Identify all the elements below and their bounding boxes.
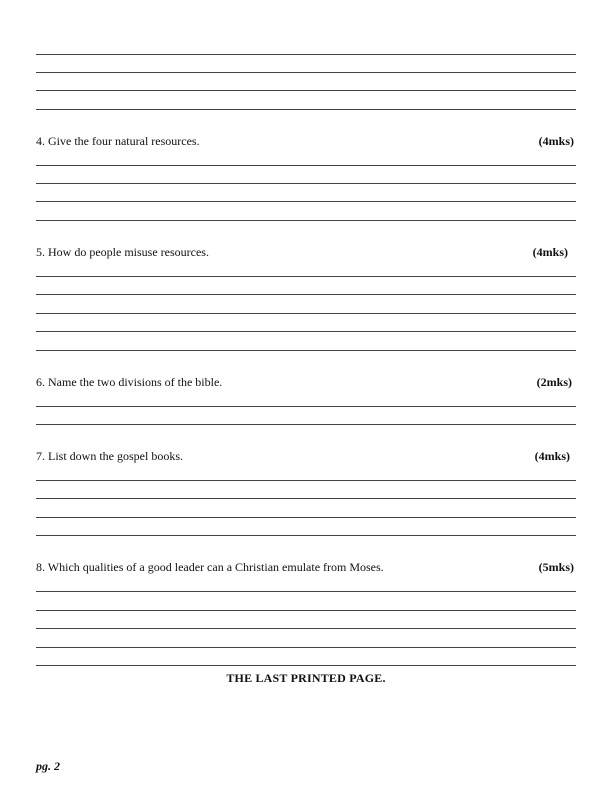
- answer-line: [36, 535, 576, 536]
- answer-line: [36, 350, 576, 351]
- answer-line: [36, 109, 576, 110]
- question-6-marks: (2mks): [536, 375, 572, 389]
- answer-line: [36, 165, 576, 166]
- question-4: [36, 134, 576, 150]
- answer-line: [36, 591, 576, 592]
- page-number: pg. 2: [36, 759, 60, 773]
- question-5-marks: (4mks): [532, 245, 568, 259]
- answer-line: [36, 201, 576, 202]
- answer-line: [36, 406, 576, 407]
- question-7-marks: (4mks): [534, 449, 570, 463]
- answer-line: [36, 480, 576, 481]
- question-7-text: 7. List down the gospel books.: [36, 449, 183, 463]
- answer-line: [36, 294, 576, 295]
- answer-line: [36, 331, 576, 332]
- question-8-text: 8. Which qualities of a good leader can a Christian emulate from Moses.: [36, 560, 384, 574]
- answer-line: [36, 54, 576, 55]
- answer-line: [36, 628, 576, 629]
- question-7: [36, 449, 576, 465]
- question-4-marks: (4mks): [538, 134, 574, 148]
- question-6-text: 6. Name the two divisions of the bible.: [36, 375, 223, 389]
- answer-line: [36, 220, 576, 221]
- answer-line: [36, 647, 576, 648]
- answer-line: [36, 313, 576, 314]
- question-5: [36, 245, 576, 261]
- question-6: [36, 375, 576, 391]
- question-5-text: 5. How do people misuse resources.: [36, 245, 209, 259]
- answer-line: [36, 424, 576, 425]
- answer-line: [36, 90, 576, 91]
- last-printed-page-label: THE LAST PRINTED PAGE.: [226, 671, 386, 685]
- answer-line: [36, 72, 576, 73]
- answer-line: [36, 276, 576, 277]
- answer-line: [36, 665, 576, 666]
- question-8-marks: (5mks): [538, 560, 574, 574]
- answer-line: [36, 183, 576, 184]
- question-8: [36, 560, 576, 576]
- question-4-text: 4. Give the four natural resources.: [36, 134, 200, 148]
- answer-line: [36, 610, 576, 611]
- answer-line: [36, 498, 576, 499]
- answer-line: [36, 517, 576, 518]
